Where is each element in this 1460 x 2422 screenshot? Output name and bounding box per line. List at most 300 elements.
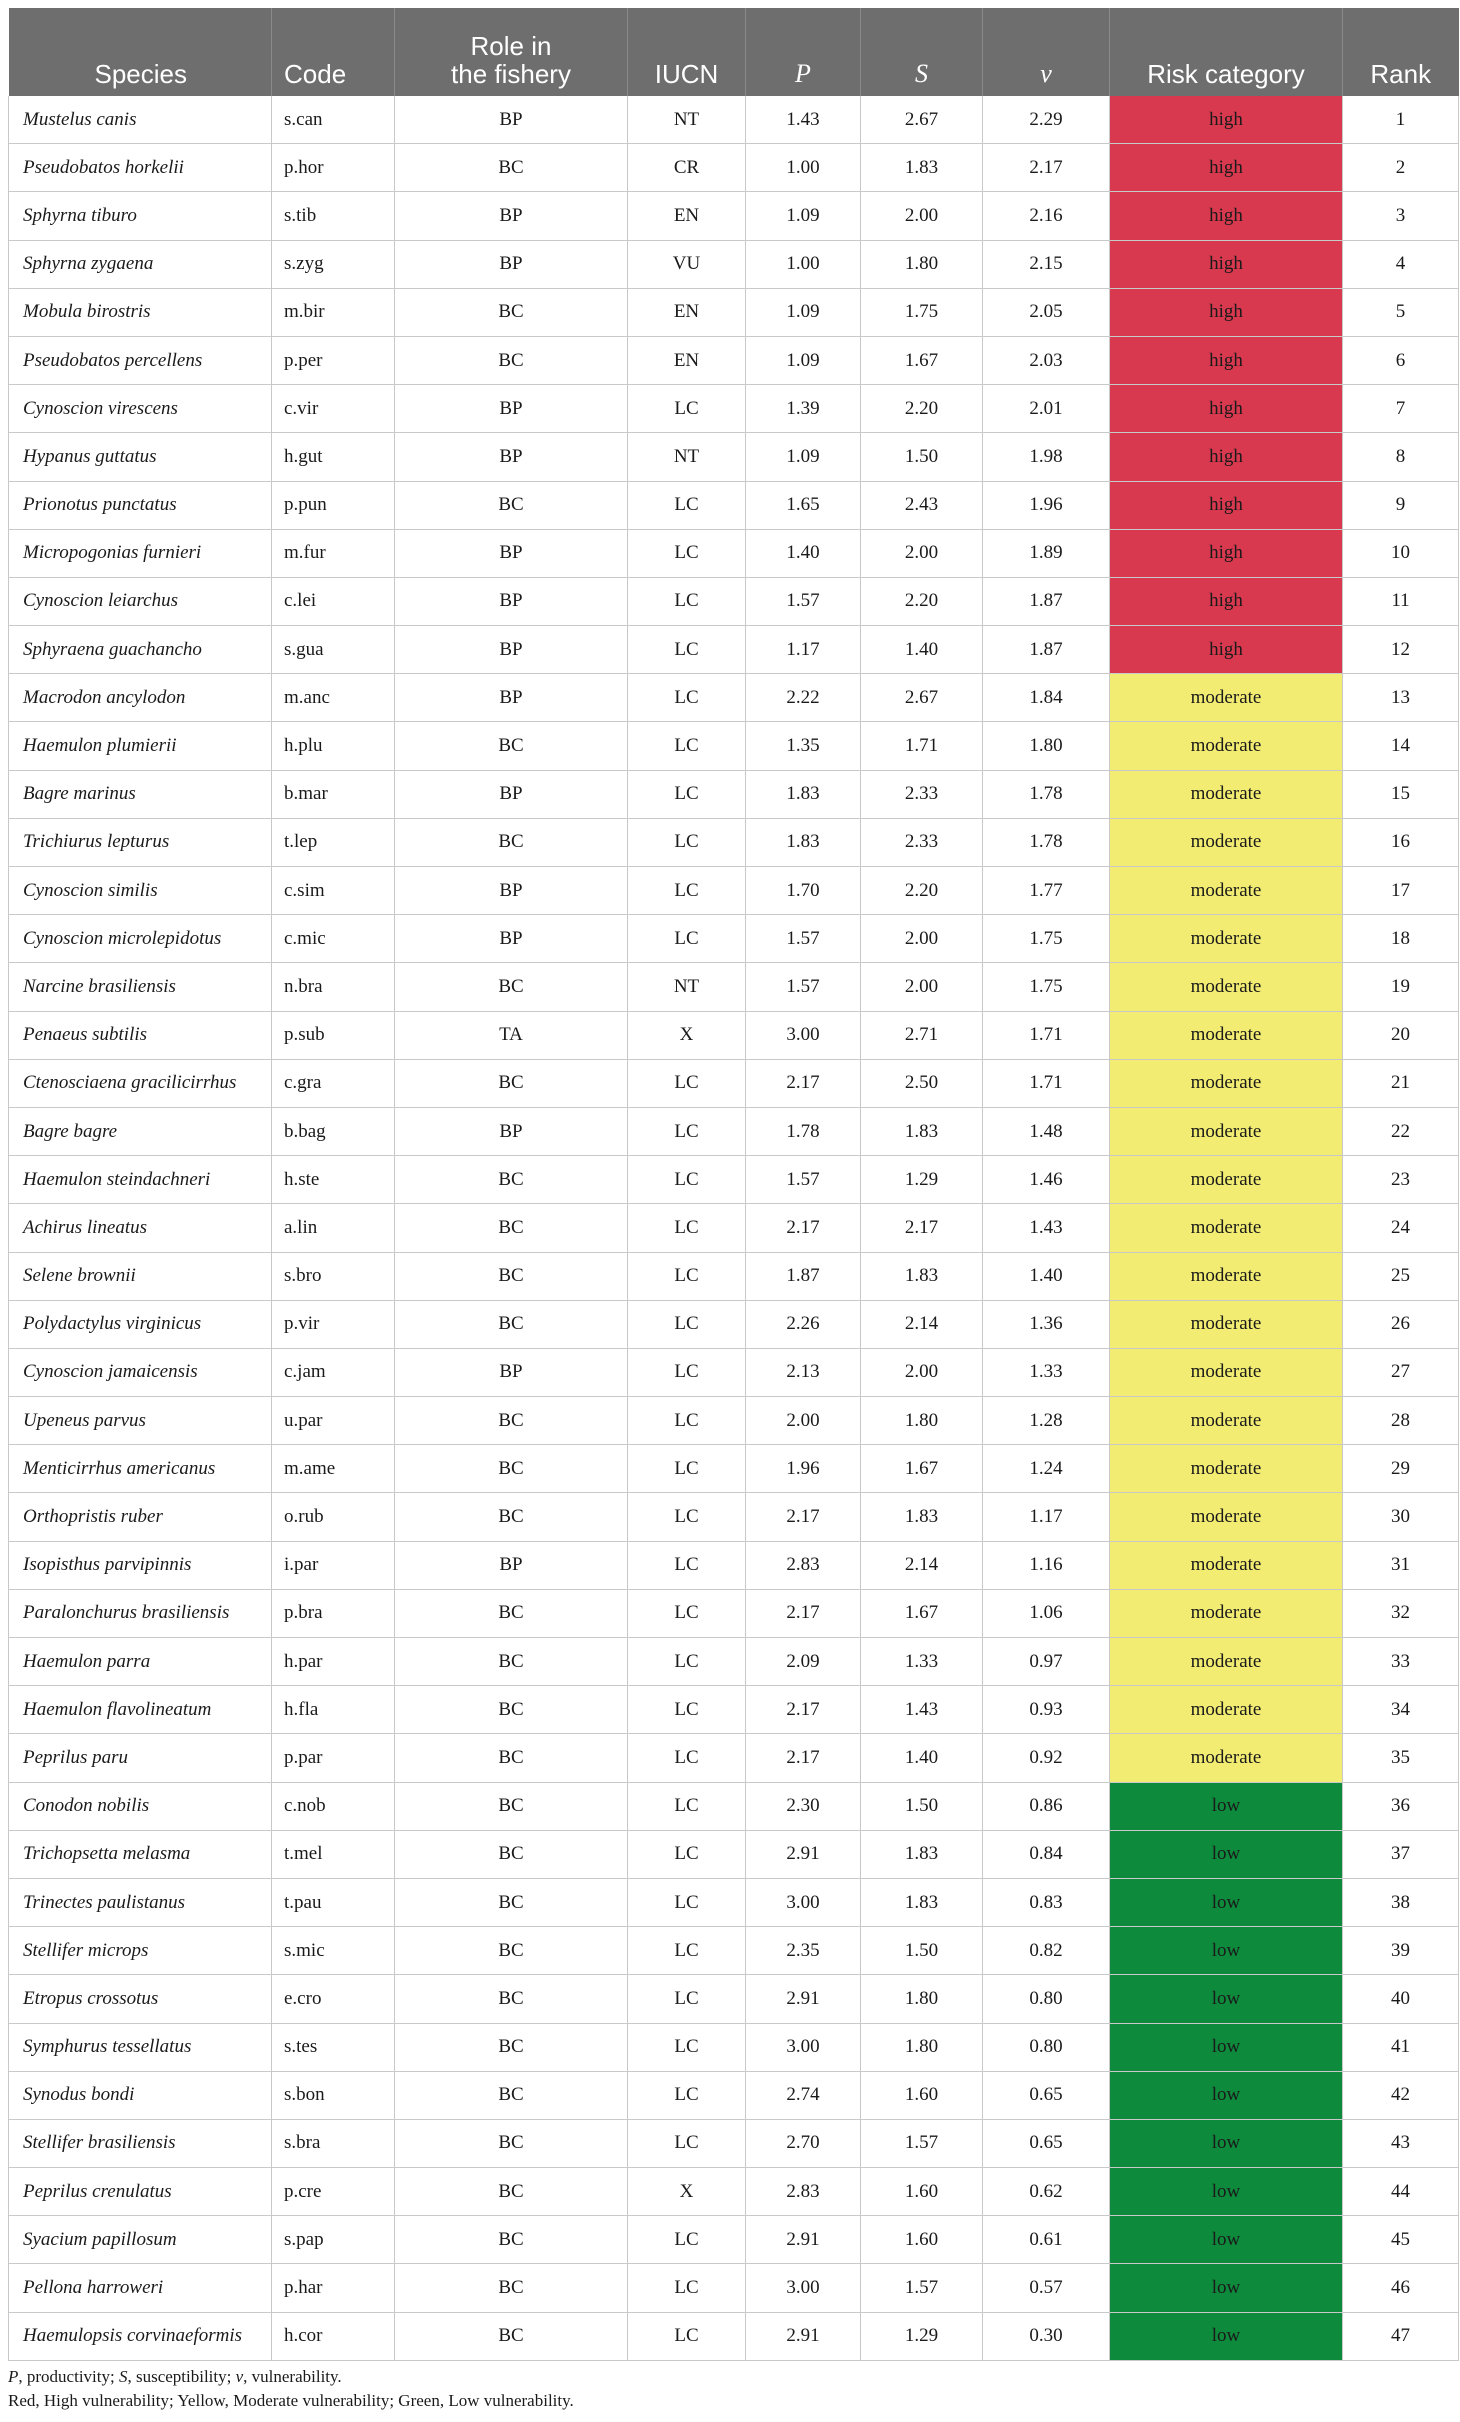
vulnerability-cell: 1.06 (983, 1589, 1110, 1637)
role-cell: BP (395, 433, 628, 481)
table-row (9, 1638, 1459, 1686)
rank-cell: 29 (1343, 1445, 1459, 1493)
susceptibility-cell: 1.71 (861, 722, 983, 770)
table-row (9, 1541, 1459, 1589)
species-cell: Haemulon plumierii (9, 722, 272, 770)
rank-cell: 21 (1343, 1059, 1459, 1107)
risk-category-cell: high (1110, 192, 1343, 240)
susceptibility-cell: 1.67 (861, 1589, 983, 1637)
susceptibility-cell: 1.50 (861, 1927, 983, 1975)
role-cell: BC (395, 2216, 628, 2264)
species-cell: Achirus lineatus (9, 1204, 272, 1252)
vulnerability-cell: 0.83 (983, 1878, 1110, 1926)
risk-category-cell: moderate (1110, 1734, 1343, 1782)
footnote-p-text: , productivity; (18, 2367, 119, 2386)
rank-cell: 9 (1343, 481, 1459, 529)
susceptibility-cell: 1.83 (861, 1878, 983, 1926)
role-cell: BC (395, 288, 628, 336)
susceptibility-cell: 2.20 (861, 577, 983, 625)
risk-category-cell: moderate (1110, 1300, 1343, 1348)
susceptibility-cell: 2.20 (861, 385, 983, 433)
code-cell: e.cro (272, 1975, 395, 2023)
iucn-cell: LC (628, 1397, 746, 1445)
table-row (9, 1107, 1459, 1155)
productivity-cell: 1.78 (746, 1107, 861, 1155)
productivity-cell: 2.17 (746, 1204, 861, 1252)
code-cell: n.bra (272, 963, 395, 1011)
rank-cell: 28 (1343, 1397, 1459, 1445)
risk-category-cell: moderate (1110, 770, 1343, 818)
rank-cell: 10 (1343, 529, 1459, 577)
productivity-cell: 1.09 (746, 192, 861, 240)
table-row (9, 192, 1459, 240)
header-risk-category: Risk category (1110, 8, 1343, 96)
code-cell: h.par (272, 1638, 395, 1686)
risk-category-cell: moderate (1110, 1589, 1343, 1637)
productivity-cell: 2.09 (746, 1638, 861, 1686)
susceptibility-cell: 1.83 (861, 1830, 983, 1878)
rank-cell: 11 (1343, 577, 1459, 625)
role-cell: BC (395, 1059, 628, 1107)
species-cell: Stellifer microps (9, 1927, 272, 1975)
vulnerability-cell: 1.40 (983, 1252, 1110, 1300)
vulnerability-cell: 1.46 (983, 1156, 1110, 1204)
rank-cell: 42 (1343, 2071, 1459, 2119)
vulnerability-cell: 0.97 (983, 1638, 1110, 1686)
species-cell: Isopisthus parvipinnis (9, 1541, 272, 1589)
susceptibility-cell: 1.40 (861, 1734, 983, 1782)
footnote-abbreviations (8, 2367, 342, 2387)
species-cell: Haemulon steindachneri (9, 1156, 272, 1204)
rank-cell: 31 (1343, 1541, 1459, 1589)
role-cell: BC (395, 1445, 628, 1493)
code-cell: h.gut (272, 433, 395, 481)
risk-category-cell: high (1110, 433, 1343, 481)
vulnerability-cell: 0.80 (983, 2023, 1110, 2071)
risk-category-cell: high (1110, 385, 1343, 433)
risk-category-cell: high (1110, 577, 1343, 625)
table-row (9, 626, 1459, 674)
vulnerability-cell: 1.33 (983, 1348, 1110, 1396)
productivity-cell: 1.00 (746, 240, 861, 288)
role-cell: BP (395, 1107, 628, 1155)
iucn-cell: LC (628, 1589, 746, 1637)
code-cell: c.lei (272, 577, 395, 625)
risk-category-cell: high (1110, 288, 1343, 336)
header-role-line1: Role in (470, 31, 552, 61)
role-cell: BP (395, 1348, 628, 1396)
header-species: Species (9, 8, 272, 96)
rank-cell: 36 (1343, 1782, 1459, 1830)
rank-cell: 1 (1343, 96, 1459, 144)
species-cell: Peprilus crenulatus (9, 2168, 272, 2216)
iucn-cell: LC (628, 385, 746, 433)
susceptibility-cell: 2.00 (861, 529, 983, 577)
role-cell: BP (395, 192, 628, 240)
footnote-v-text: , vulnerability. (243, 2367, 342, 2386)
iucn-cell: LC (628, 818, 746, 866)
productivity-cell: 1.87 (746, 1252, 861, 1300)
iucn-cell: LC (628, 1975, 746, 2023)
iucn-cell: LC (628, 1878, 746, 1926)
footnote-s-text: , susceptibility; (127, 2367, 236, 2386)
species-cell: Macrodon ancylodon (9, 674, 272, 722)
role-cell: BC (395, 1252, 628, 1300)
rank-cell: 24 (1343, 1204, 1459, 1252)
iucn-cell: LC (628, 1445, 746, 1493)
code-cell: c.sim (272, 867, 395, 915)
vulnerability-cell: 2.16 (983, 192, 1110, 240)
rank-cell: 33 (1343, 1638, 1459, 1686)
species-cell: Symphurus tessellatus (9, 2023, 272, 2071)
vulnerability-cell: 2.17 (983, 144, 1110, 192)
table-row (9, 2168, 1459, 2216)
productivity-cell: 2.13 (746, 1348, 861, 1396)
table-row (9, 336, 1459, 384)
code-cell: c.jam (272, 1348, 395, 1396)
productivity-cell: 2.83 (746, 1541, 861, 1589)
productivity-cell: 1.83 (746, 770, 861, 818)
role-cell: BC (395, 2312, 628, 2360)
role-cell: BP (395, 915, 628, 963)
risk-category-cell: high (1110, 144, 1343, 192)
susceptibility-cell: 1.43 (861, 1686, 983, 1734)
iucn-cell: LC (628, 1927, 746, 1975)
code-cell: o.rub (272, 1493, 395, 1541)
species-cell: Mobula birostris (9, 288, 272, 336)
iucn-cell: CR (628, 144, 746, 192)
vulnerability-cell: 1.24 (983, 1445, 1110, 1493)
role-cell: BC (395, 1830, 628, 1878)
vulnerability-cell: 0.65 (983, 2071, 1110, 2119)
productivity-cell: 2.91 (746, 1975, 861, 2023)
iucn-cell: LC (628, 1830, 746, 1878)
susceptibility-cell: 2.50 (861, 1059, 983, 1107)
vulnerability-cell: 1.28 (983, 1397, 1110, 1445)
role-cell: BP (395, 770, 628, 818)
code-cell: b.mar (272, 770, 395, 818)
code-cell: c.nob (272, 1782, 395, 1830)
footnote-colors: Red, High vulnerability; Yellow, Moderate vulnerability; Green, Low vulnerability. (8, 2391, 574, 2410)
rank-cell: 18 (1343, 915, 1459, 963)
productivity-cell: 3.00 (746, 2264, 861, 2312)
rank-cell: 2 (1343, 144, 1459, 192)
risk-category-cell: moderate (1110, 1445, 1343, 1493)
table-row (9, 1204, 1459, 1252)
role-cell: BC (395, 818, 628, 866)
risk-category-cell: low (1110, 2312, 1343, 2360)
role-cell: BC (395, 1397, 628, 1445)
productivity-cell: 2.74 (746, 2071, 861, 2119)
susceptibility-cell: 1.80 (861, 1975, 983, 2023)
vulnerability-cell: 0.57 (983, 2264, 1110, 2312)
risk-category-cell: moderate (1110, 963, 1343, 1011)
productivity-cell: 1.57 (746, 1156, 861, 1204)
table-row (9, 963, 1459, 1011)
iucn-cell: LC (628, 1686, 746, 1734)
code-cell: p.pun (272, 481, 395, 529)
productivity-cell: 2.70 (746, 2119, 861, 2167)
iucn-cell: LC (628, 1638, 746, 1686)
susceptibility-cell: 1.80 (861, 2023, 983, 2071)
species-cell: Bagre bagre (9, 1107, 272, 1155)
rank-cell: 32 (1343, 1589, 1459, 1637)
vulnerability-cell: 1.84 (983, 674, 1110, 722)
role-cell: BC (395, 1493, 628, 1541)
role-cell: BC (395, 336, 628, 384)
rank-cell: 16 (1343, 818, 1459, 866)
susceptibility-cell: 1.29 (861, 2312, 983, 2360)
iucn-cell: LC (628, 770, 746, 818)
code-cell: i.par (272, 1541, 395, 1589)
productivity-cell: 2.83 (746, 2168, 861, 2216)
code-cell: c.gra (272, 1059, 395, 1107)
species-cell: Cynoscion jamaicensis (9, 1348, 272, 1396)
productivity-cell: 2.17 (746, 1686, 861, 1734)
risk-category-cell: moderate (1110, 1252, 1343, 1300)
table-row (9, 2312, 1459, 2360)
code-cell: t.pau (272, 1878, 395, 1926)
role-cell: BC (395, 1589, 628, 1637)
susceptibility-cell: 2.17 (861, 1204, 983, 1252)
productivity-cell: 1.09 (746, 336, 861, 384)
table-row (9, 1589, 1459, 1637)
iucn-cell: LC (628, 1300, 746, 1348)
productivity-cell: 2.00 (746, 1397, 861, 1445)
risk-category-cell: moderate (1110, 674, 1343, 722)
risk-category-cell: high (1110, 529, 1343, 577)
iucn-cell: LC (628, 1348, 746, 1396)
rank-cell: 5 (1343, 288, 1459, 336)
productivity-cell: 2.17 (746, 1589, 861, 1637)
rank-cell: 30 (1343, 1493, 1459, 1541)
iucn-cell: LC (628, 915, 746, 963)
rank-cell: 27 (1343, 1348, 1459, 1396)
risk-category-cell: moderate (1110, 1541, 1343, 1589)
species-cell: Pseudobatos percellens (9, 336, 272, 384)
vulnerability-cell: 0.61 (983, 2216, 1110, 2264)
rank-cell: 14 (1343, 722, 1459, 770)
table-row (9, 1059, 1459, 1107)
species-cell: Stellifer brasiliensis (9, 2119, 272, 2167)
iucn-cell: LC (628, 2023, 746, 2071)
productivity-cell: 3.00 (746, 1878, 861, 1926)
role-cell: BC (395, 1638, 628, 1686)
header-rank: Rank (1343, 8, 1459, 96)
code-cell: s.tib (272, 192, 395, 240)
vulnerability-cell: 0.62 (983, 2168, 1110, 2216)
table-row (9, 1156, 1459, 1204)
table-body (9, 96, 1459, 2360)
table-row (9, 288, 1459, 336)
susceptibility-cell: 1.57 (861, 2264, 983, 2312)
species-cell: Cynoscion similis (9, 867, 272, 915)
vulnerability-cell: 1.78 (983, 770, 1110, 818)
species-cell: Haemulon parra (9, 1638, 272, 1686)
vulnerability-cell: 1.98 (983, 433, 1110, 481)
productivity-cell: 2.17 (746, 1059, 861, 1107)
iucn-cell: EN (628, 336, 746, 384)
productivity-cell: 2.30 (746, 1782, 861, 1830)
susceptibility-cell: 1.83 (861, 1107, 983, 1155)
rank-cell: 44 (1343, 2168, 1459, 2216)
productivity-cell: 1.43 (746, 96, 861, 144)
risk-category-cell: moderate (1110, 915, 1343, 963)
susceptibility-cell: 2.67 (861, 96, 983, 144)
code-cell: s.bra (272, 2119, 395, 2167)
table-row (9, 529, 1459, 577)
table-row (9, 2023, 1459, 2071)
susceptibility-cell: 1.80 (861, 240, 983, 288)
species-cell: Menticirrhus americanus (9, 1445, 272, 1493)
risk-category-cell: high (1110, 240, 1343, 288)
role-cell: BP (395, 674, 628, 722)
risk-category-cell: low (1110, 1927, 1343, 1975)
code-cell: p.har (272, 2264, 395, 2312)
susceptibility-cell: 1.57 (861, 2119, 983, 2167)
risk-category-cell: low (1110, 2023, 1343, 2071)
role-cell: BC (395, 1927, 628, 1975)
species-cell: Sphyrna tiburo (9, 192, 272, 240)
rank-cell: 7 (1343, 385, 1459, 433)
table-row (9, 1445, 1459, 1493)
table-row (9, 240, 1459, 288)
species-cell: Syacium papillosum (9, 2216, 272, 2264)
role-cell: BP (395, 240, 628, 288)
species-cell: Peprilus paru (9, 1734, 272, 1782)
susceptibility-cell: 1.33 (861, 1638, 983, 1686)
species-cell: Micropogonias furnieri (9, 529, 272, 577)
code-cell: s.tes (272, 2023, 395, 2071)
susceptibility-cell: 2.00 (861, 963, 983, 1011)
code-cell: s.bro (272, 1252, 395, 1300)
risk-category-cell: low (1110, 1782, 1343, 1830)
role-cell: BC (395, 1975, 628, 2023)
table-row (9, 674, 1459, 722)
vulnerability-cell: 1.89 (983, 529, 1110, 577)
productivity-cell: 1.96 (746, 1445, 861, 1493)
vulnerability-cell: 1.80 (983, 722, 1110, 770)
productivity-cell: 2.17 (746, 1734, 861, 1782)
footnote-v-symbol: v (235, 2367, 244, 2386)
vulnerability-cell: 2.29 (983, 96, 1110, 144)
rank-cell: 19 (1343, 963, 1459, 1011)
table-row (9, 722, 1459, 770)
species-cell: Synodus bondi (9, 2071, 272, 2119)
role-cell: BC (395, 2168, 628, 2216)
rank-cell: 37 (1343, 1830, 1459, 1878)
role-cell: BC (395, 1686, 628, 1734)
role-cell: BP (395, 626, 628, 674)
vulnerability-cell: 1.16 (983, 1541, 1110, 1589)
risk-category-cell: moderate (1110, 1493, 1343, 1541)
risk-category-cell: low (1110, 2071, 1343, 2119)
susceptibility-cell: 1.83 (861, 1252, 983, 1300)
vulnerability-cell: 1.71 (983, 1011, 1110, 1059)
susceptibility-cell: 1.60 (861, 2216, 983, 2264)
iucn-cell: LC (628, 722, 746, 770)
vulnerability-cell: 0.84 (983, 1830, 1110, 1878)
species-cell: Selene brownii (9, 1252, 272, 1300)
iucn-cell: LC (628, 2071, 746, 2119)
header-iucn: IUCN (628, 8, 746, 96)
vulnerability-cell: 1.87 (983, 577, 1110, 625)
iucn-cell: NT (628, 96, 746, 144)
role-cell: BP (395, 1541, 628, 1589)
code-cell: c.vir (272, 385, 395, 433)
vulnerability-cell: 1.75 (983, 963, 1110, 1011)
vulnerability-cell: 0.86 (983, 1782, 1110, 1830)
species-cell: Haemulon flavolineatum (9, 1686, 272, 1734)
table-row (9, 1011, 1459, 1059)
iucn-cell: LC (628, 2119, 746, 2167)
productivity-cell: 3.00 (746, 1011, 861, 1059)
susceptibility-cell: 1.67 (861, 1445, 983, 1493)
susceptibility-cell: 2.33 (861, 770, 983, 818)
iucn-cell: LC (628, 481, 746, 529)
iucn-cell: LC (628, 1059, 746, 1107)
role-cell: BP (395, 577, 628, 625)
susceptibility-cell: 2.00 (861, 1348, 983, 1396)
role-cell: BC (395, 1204, 628, 1252)
table-row (9, 1975, 1459, 2023)
productivity-cell: 1.65 (746, 481, 861, 529)
productivity-cell: 2.91 (746, 1830, 861, 1878)
table-row (9, 770, 1459, 818)
role-cell: BP (395, 867, 628, 915)
risk-category-cell: moderate (1110, 1011, 1343, 1059)
vulnerability-cell: 2.03 (983, 336, 1110, 384)
table-row (9, 1734, 1459, 1782)
rank-cell: 8 (1343, 433, 1459, 481)
table-row (9, 1252, 1459, 1300)
iucn-cell: LC (628, 626, 746, 674)
productivity-cell: 1.00 (746, 144, 861, 192)
rank-cell: 12 (1343, 626, 1459, 674)
rank-cell: 39 (1343, 1927, 1459, 1975)
species-cell: Upeneus parvus (9, 1397, 272, 1445)
role-cell: BC (395, 1878, 628, 1926)
iucn-cell: LC (628, 1107, 746, 1155)
risk-category-cell: low (1110, 1975, 1343, 2023)
vulnerability-cell: 1.48 (983, 1107, 1110, 1155)
code-cell: p.sub (272, 1011, 395, 1059)
vulnerability-cell: 0.80 (983, 1975, 1110, 2023)
role-cell: BC (395, 722, 628, 770)
table-row (9, 1300, 1459, 1348)
susceptibility-cell: 2.43 (861, 481, 983, 529)
productivity-cell: 2.91 (746, 2312, 861, 2360)
code-cell: s.zyg (272, 240, 395, 288)
code-cell: m.anc (272, 674, 395, 722)
role-cell: BC (395, 1300, 628, 1348)
risk-category-cell: moderate (1110, 1156, 1343, 1204)
species-cell: Pellona harroweri (9, 2264, 272, 2312)
risk-category-cell: low (1110, 2119, 1343, 2167)
rank-cell: 46 (1343, 2264, 1459, 2312)
susceptibility-cell: 1.83 (861, 1493, 983, 1541)
susceptibility-cell: 1.40 (861, 626, 983, 674)
productivity-cell: 2.22 (746, 674, 861, 722)
table-row (9, 2119, 1459, 2167)
code-cell: m.ame (272, 1445, 395, 1493)
code-cell: p.per (272, 336, 395, 384)
susceptibility-cell: 2.71 (861, 1011, 983, 1059)
role-cell: BP (395, 385, 628, 433)
productivity-cell: 2.91 (746, 2216, 861, 2264)
risk-category-cell: low (1110, 1830, 1343, 1878)
iucn-cell: X (628, 1011, 746, 1059)
